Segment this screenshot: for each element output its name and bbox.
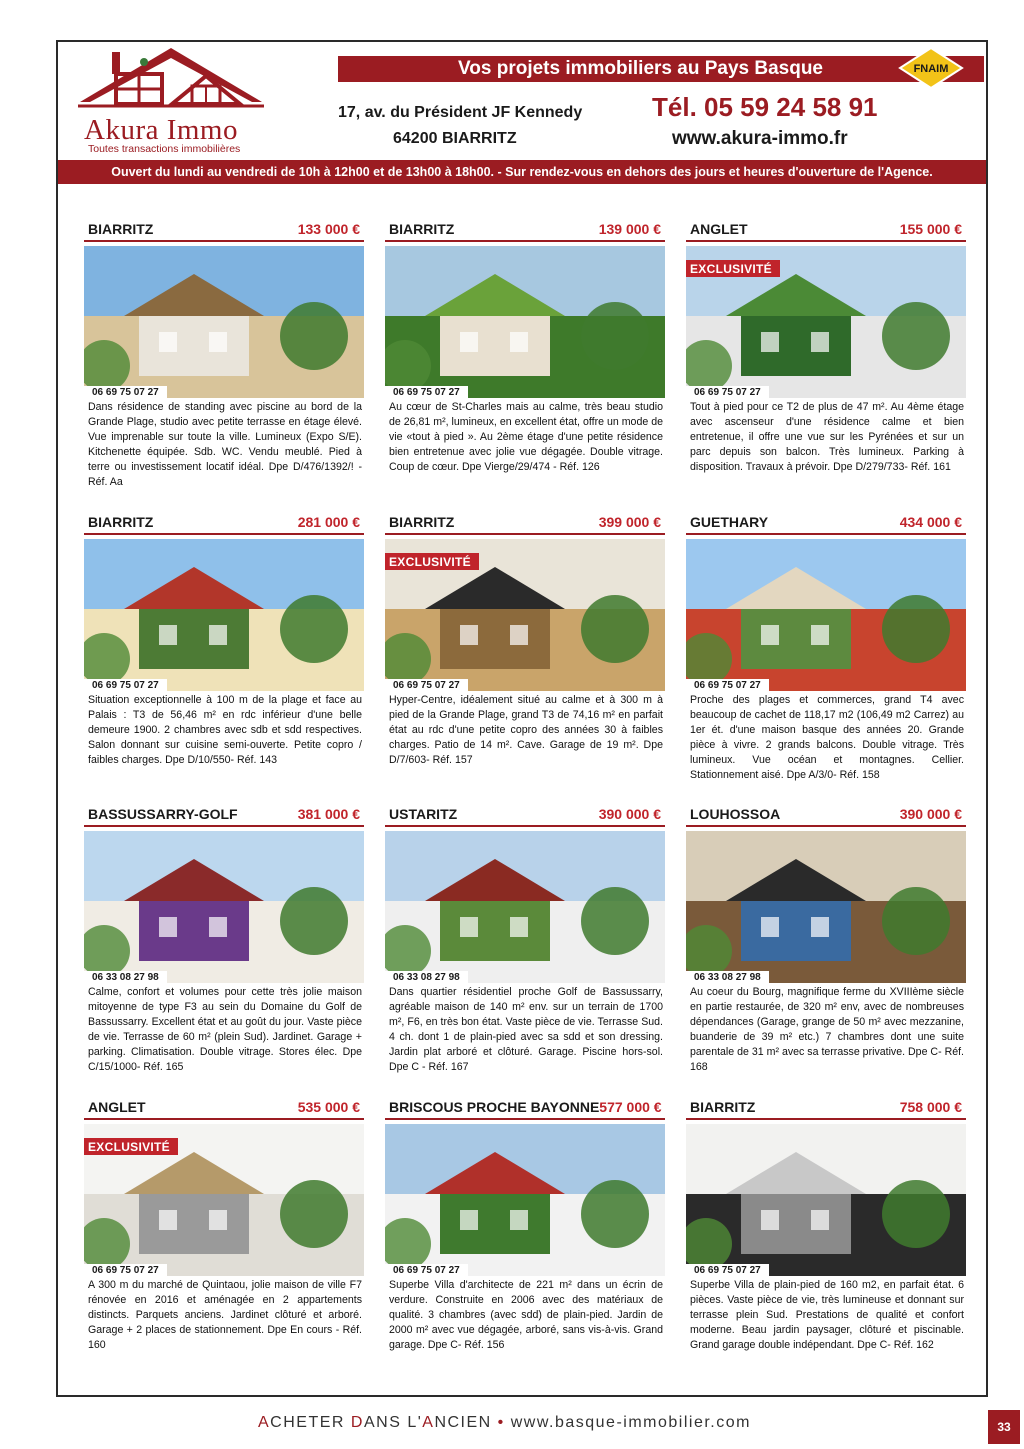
listing-phone[interactable]: 06 69 75 07 27 [686,679,769,691]
listing-description: Calme, confort et volumes pour cette très jolie maison mitoyenne de type F3 au sein du Domaine du Golf de Bassussarry. Excellent état et au goût du jour. Vaste pièce de vie. Terrasse de 60 m² (plein Sud). Jardinet. Garage + parking. Climatisation. Double vitrage. Stores élec. Dpe C/15/1000- Réf. 165 [88,986,362,1073]
listing-photo[interactable] [385,831,665,983]
listing-price: 281 000 € [297,514,360,530]
listing-phone[interactable]: 06 33 08 27 98 [385,971,468,983]
house-logo-icon [76,44,266,114]
listing-header [84,218,364,242]
logo-name: Akura Immo [84,114,238,146]
listing-phone[interactable]: 06 69 75 07 27 [84,679,167,691]
exclusive-badge: EXCLUSIVITÉ [84,1138,178,1155]
listing-photo[interactable] [385,246,665,398]
listing-description: Situation exceptionnelle à 100 m de la plage et face au Palais : T3 de 56,46 m² en rdc inférieur d'une belle demeure 1900. 2 chambres avec sdb et sdd respectives. Salon donnant sur cuisine semi-ouverte. Petite copro / faibles charges. Dpe D/10/550- Réf. 143 [88,694,362,766]
listing-price: 535 000 € [297,1099,360,1115]
footer-letter: A [258,1414,271,1431]
property-photo-icon [686,539,966,691]
listing-header [385,803,665,827]
property-photo-icon [686,831,966,983]
property-photo-icon [385,246,665,398]
listing-description: Proche des plages et commerces, grand T4 avec beaucoup de cachet de 118,17 m2 (106,49 m2 Carrez) au 1er ét. d'une maison basque des années 20. Grande pièce à vivre. 2 grands balcons. Double vitrage. Très lumineux. Vue océan et montagnes. Cellier. Stationnement aisé. Dpe A/3/0- Réf. 158 [690,694,964,781]
page-number: 33 [988,1410,1020,1444]
listing-description: Hyper-Centre, idéalement situé au calme et à 300 m à pied de la Grande Plage, grand T3 de 74,16 m² en parfait état au rdc d'une petite copro des années 30 à faibles charges. Patio de 14 m². Cave. Garage de 19 m². Dpe D/7/603- Réf. 157 [389,694,663,766]
listing-price: 390 000 € [899,806,962,822]
listing-photo[interactable] [686,246,966,398]
tagline: Vos projets immobiliers au Pays Basque [458,58,823,79]
listing-price: 390 000 € [598,806,661,822]
listing-city: BIARRITZ [88,221,154,237]
listing-phone[interactable]: 06 69 75 07 27 [84,1264,167,1276]
listing-photo[interactable] [84,246,364,398]
listing-description: Superbe Villa d'architecte de 221 m² dans un écrin de verdure. Construite en 2006 avec des matériaux de qualité. 3 chambres (avec sdd) de plain-pied. Jardin de 2000 m² avec vue dégagée, arboré, sans vis-à-vis. Grand garage. Dpe C- Réf. 156 [389,1279,663,1351]
tagline-bar [338,56,984,82]
listing-phone[interactable]: 06 69 75 07 27 [385,1264,468,1276]
footer-letter: D [350,1414,364,1431]
address-line-2: 64200 BIARRITZ [393,130,517,147]
listing-price: 577 000 € [599,1099,662,1115]
listing-description: Dans résidence de standing avec piscine au bord de la Grande Plage, studio avec petite terrasse en étage élevé. Vue imprenable sur toute la ville. Lumineux (Expo S/E). Kitchenette équipée. Sdb. WC. Vendu meublé. Pied à terre ou investissement locatif idéal. Dpe D/476/1392/! - Réf. Aa [88,401,362,488]
listing-city: ANGLET [88,1099,146,1115]
listing-price: 399 000 € [598,514,661,530]
fnaim-label: FNAIM [913,63,949,75]
listing-header [84,1096,364,1120]
listing-phone[interactable]: 06 33 08 27 98 [686,971,769,983]
listing-card[interactable] [686,218,966,475]
property-photo-icon [385,831,665,983]
listing-card[interactable] [385,1096,665,1353]
listing-city: BIARRITZ [389,221,455,237]
listing-card[interactable] [385,511,665,768]
listing-description: Au cœur de St-Charles mais au calme, très beau studio de 26,81 m², lumineux, en excellent état, offre un mode de vie «tout à pied ». Au 2ème étage d'une petite résidence bien entretenue avec jolie vue dégagée. Double vitrage. Coup de cœur. Dpe Vierge/29/474 - Réf. 126 [389,401,663,473]
listing-header [385,511,665,535]
footer-bullet: • [491,1414,511,1431]
exclusive-badge: EXCLUSIVITÉ [686,260,780,277]
exclusive-badge: EXCLUSIVITÉ [385,553,479,570]
listing-card[interactable] [385,218,665,475]
listing-header [84,803,364,827]
property-photo-icon [84,831,364,983]
listing-card[interactable] [686,1096,966,1353]
listing-header [84,511,364,535]
property-photo-icon [686,1124,966,1276]
footer-url[interactable]: www.basque-immobilier.com [510,1414,751,1431]
property-photo-icon [84,246,364,398]
listing-header [385,1096,665,1120]
listing-phone[interactable]: 06 69 75 07 27 [385,386,468,398]
listing-phone[interactable]: 06 69 75 07 27 [84,386,167,398]
listing-photo[interactable] [84,1124,364,1276]
listing-price: 139 000 € [598,221,661,237]
listing-photo[interactable] [686,539,966,691]
listing-header [686,803,966,827]
listing-phone[interactable]: 06 69 75 07 27 [385,679,468,691]
listing-description: Au coeur du Bourg, magnifique ferme du XVIIIème siècle en partie restaurée, de 320 m² env, avec de nombreuses dépendances (Garage, grange de 50 m² avec mezzanine, buanderie de 39 m² etc.) 7 chambres dont une suite parentale de 31 m² avec sa terrasse privative. Dpe C- Réf. 168 [690,986,964,1073]
listing-header [385,218,665,242]
footer-letter: A [422,1414,435,1431]
fnaim-logo [898,46,964,90]
listing-city: BRISCOUS PROCHE BAYONNE [389,1099,600,1115]
listing-photo[interactable] [84,539,364,691]
listing-price: 758 000 € [899,1099,962,1115]
agency-logo [76,44,266,160]
listing-phone[interactable]: 06 33 08 27 98 [84,971,167,983]
listing-description: Dans quartier résidentiel proche Golf de Bassussarry, agréable maison de 140 m² env. sur un terrain de 1700 m², F6, en très bon état. Vaste pièce de vie. Terrasse Sud. 4 ch. dont 1 de plain-pied avec sa sdd et son dressing. Jardin plat arboré et clôturé. Garage. Piscine hors-sol. Dpe C - Réf. 167 [389,986,663,1073]
property-photo-icon [84,539,364,691]
listing-photo[interactable] [84,831,364,983]
footer-word: CHETER [270,1414,351,1431]
property-photo-icon [385,1124,665,1276]
listing-city: BIARRITZ [389,514,455,530]
agency-website[interactable]: www.akura-immo.fr [672,128,848,149]
listing-description: Tout à pied pour ce T2 de plus de 47 m². Au 4ème étage avec ascenseur d'une résidence calme et bien entretenue, il offre une vue sur les Pyrénées et sur un parc depuis son balcon. Très lumineux. Parking à disposition. Travaux à prévoir. Dpe D/279/733- Réf. 161 [690,401,964,473]
listing-photo[interactable] [385,1124,665,1276]
listing-description: A 300 m du marché de Quintaou, jolie maison de ville F7 rénovée en 2016 et aménagée en 2 appartements distincts. Parquets anciens. Jardinet clôturé et arboré. Garage + 2 places de stationnement. Dpe En cours - Réf. 160 [88,1279,362,1351]
listing-phone[interactable]: 06 69 75 07 27 [686,1264,769,1276]
listing-card[interactable] [686,511,966,783]
listing-card[interactable] [385,803,665,1075]
listing-city: BASSUSSARRY-GOLF [88,806,238,822]
listing-price: 381 000 € [297,806,360,822]
listing-card[interactable] [84,218,364,490]
address-line-1: 17, av. du Président JF Kennedy [338,104,583,121]
listing-city: ANGLET [690,221,748,237]
listing-photo[interactable] [686,1124,966,1276]
listing-city: USTARITZ [389,806,458,822]
footer-banner [258,1414,751,1432]
listing-header [686,511,966,535]
listing-city: BIARRITZ [690,1099,756,1115]
listing-photo[interactable] [686,831,966,983]
listing-city: GUETHARY [690,514,769,530]
listing-city: BIARRITZ [88,514,154,530]
listing-photo[interactable] [385,539,665,691]
listing-price: 434 000 € [899,514,962,530]
listing-card[interactable] [686,803,966,1075]
listing-card[interactable] [84,1096,364,1353]
listing-header [686,218,966,242]
agency-phone: Tél. 05 59 24 58 91 [652,92,878,122]
listing-city: LOUHOSSOA [690,806,781,822]
listing-price: 155 000 € [899,221,962,237]
footer-word: NCIEN [434,1414,492,1431]
listing-header [686,1096,966,1120]
listing-card[interactable] [84,511,364,768]
listing-price: 133 000 € [297,221,360,237]
listing-phone[interactable]: 06 69 75 07 27 [686,386,769,398]
listing-card[interactable] [84,803,364,1075]
logo-subtitle: Toutes transactions immobilières [88,143,241,155]
footer-word: ANS L' [363,1414,423,1431]
listing-description: Superbe Villa de plain-pied de 160 m2, en parfait état. 6 pièces. Vaste pièce de vie, très lumineuse et donnant sur terrasse plein Sud. Prestations de qualité et confort moderne. Beau jardin paysager, clôturé et piscinable. Grand garage double indépendant. Dpe C- Réf. 162 [690,1279,964,1351]
opening-hours: Ouvert du lundi au vendredi de 10h à 12h00 et de 13h00 à 18h00. - Sur rendez-vous en dehors des jours et heures d'ouverture de l'Agence. [58,160,986,184]
